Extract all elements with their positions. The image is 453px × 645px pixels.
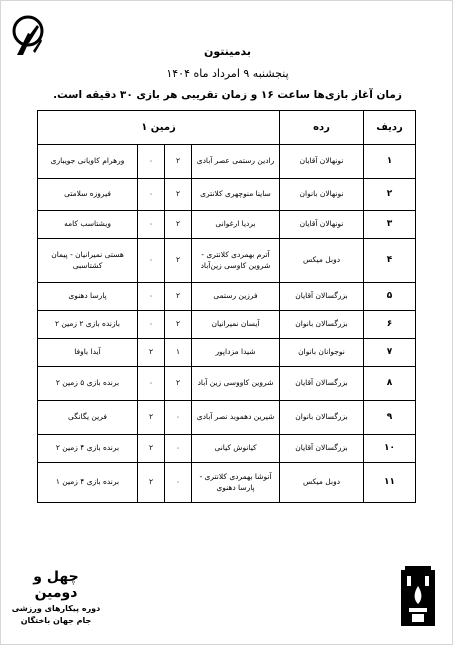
score-2-cell: ۰ bbox=[138, 283, 165, 311]
table-row bbox=[38, 283, 416, 311]
player-1-cell: آترم بهمردی کلانتری - شروین کاوسی زین‌آباد bbox=[192, 239, 280, 283]
footer-line-2: جام جهان باختگان bbox=[20, 616, 92, 625]
player-1-cell: ساینا منوچهری کلانتری bbox=[192, 179, 280, 211]
category-cell: بزرگسالان آقایان bbox=[280, 283, 364, 311]
table-row bbox=[38, 367, 416, 401]
category-cell: بزرگسالان بانوان bbox=[280, 311, 364, 339]
table-row bbox=[38, 463, 416, 503]
score-2-cell: ۰ bbox=[138, 179, 165, 211]
category-cell: بزرگسالان بانوان bbox=[280, 401, 364, 435]
score-2-cell: ۲ bbox=[138, 339, 165, 367]
player-1-cell: کیانوش کیانی bbox=[192, 435, 280, 463]
header-row-number: ردیف bbox=[364, 111, 416, 145]
player-2-cell: پارسا دهنوی bbox=[38, 283, 138, 311]
page-title: بدمینتون bbox=[203, 45, 252, 58]
player-1-cell: آیسان نمیرانیان bbox=[192, 311, 280, 339]
category-cell: بزرگسالان آقایان bbox=[280, 435, 364, 463]
score-1-cell: ۰ bbox=[165, 435, 192, 463]
schedule-note: زمان آغاز بازی‌ها ساعت ۱۶ و زمان تقریبی هر بازی ۳۰ دقیقه است. bbox=[53, 89, 402, 101]
row-number: ۴ bbox=[364, 239, 416, 283]
table-row bbox=[38, 435, 416, 463]
table-row bbox=[38, 179, 416, 211]
category-cell: دوبل میکس bbox=[280, 239, 364, 283]
score-2-cell: ۲ bbox=[138, 463, 165, 503]
row-number: ۲ bbox=[364, 179, 416, 211]
footer-brand: چهل و دومین bbox=[33, 569, 79, 601]
player-1-cell: فرزین رستمی bbox=[192, 283, 280, 311]
event-date: پنجشنبه ۹ امرداد ماه ۱۴۰۴ bbox=[166, 67, 289, 80]
row-number: ۵ bbox=[364, 283, 416, 311]
player-2-cell: برنده بازی ۴ زمین ۱ bbox=[38, 463, 138, 503]
row-number: ۱۰ bbox=[364, 435, 416, 463]
score-2-cell: ۰ bbox=[138, 311, 165, 339]
table-row bbox=[38, 401, 416, 435]
score-1-cell: ۲ bbox=[165, 283, 192, 311]
player-1-cell: آنوشا بهمردی کلانتری - پارسا دهنوی bbox=[192, 463, 280, 503]
row-number: ۷ bbox=[364, 339, 416, 367]
player-2-cell: بازنده بازی ۲ زمین ۲ bbox=[38, 311, 138, 339]
schedule-table bbox=[37, 110, 416, 503]
score-1-cell: ۲ bbox=[165, 367, 192, 401]
fire-temple-logo bbox=[399, 564, 437, 628]
score-1-cell: ۰ bbox=[165, 401, 192, 435]
score-1-cell: ۲ bbox=[165, 145, 192, 179]
player-2-cell: فیروزه سلامتی bbox=[38, 179, 138, 211]
player-2-cell: برنده بازی ۴ زمین ۲ bbox=[38, 435, 138, 463]
table-row bbox=[38, 339, 416, 367]
category-cell: نونهالان آقایان bbox=[280, 211, 364, 239]
table-row bbox=[38, 239, 416, 283]
player-1-cell: بردیا ارغوانی bbox=[192, 211, 280, 239]
score-1-cell: ۲ bbox=[165, 211, 192, 239]
table-row bbox=[38, 211, 416, 239]
score-1-cell: ۲ bbox=[165, 179, 192, 211]
row-number: ۱ bbox=[364, 145, 416, 179]
player-2-cell: آیدا باوفا bbox=[38, 339, 138, 367]
score-2-cell: ۲ bbox=[138, 401, 165, 435]
score-2-cell: ۰ bbox=[138, 145, 165, 179]
category-cell: دوبل میکس bbox=[280, 463, 364, 503]
category-cell: بزرگسالان آقایان bbox=[280, 367, 364, 401]
score-1-cell: ۰ bbox=[165, 463, 192, 503]
footer-text bbox=[11, 569, 101, 625]
table-row bbox=[38, 311, 416, 339]
player-2-cell: ورهرام کاویانی جویباری bbox=[38, 145, 138, 179]
player-1-cell: شیدا مزداپور bbox=[192, 339, 280, 367]
footer-line-1: دوره پیکارهای ورزشی bbox=[11, 604, 101, 613]
player-2-cell: فرین یگانگی bbox=[38, 401, 138, 435]
row-number: ۶ bbox=[364, 311, 416, 339]
table-row bbox=[38, 145, 416, 179]
header-court: زمین ۱ bbox=[38, 111, 280, 145]
score-2-cell: ۰ bbox=[138, 367, 165, 401]
score-2-cell: ۰ bbox=[138, 211, 165, 239]
player-1-cell: شروین کاووسی زین آباد bbox=[192, 367, 280, 401]
score-2-cell: ۰ bbox=[138, 239, 165, 283]
header-category: رده bbox=[280, 111, 364, 145]
row-number: ۹ bbox=[364, 401, 416, 435]
score-1-cell: ۲ bbox=[165, 311, 192, 339]
row-number: ۳ bbox=[364, 211, 416, 239]
table-header-row bbox=[38, 111, 416, 145]
row-number: ۸ bbox=[364, 367, 416, 401]
category-cell: نونهالان آقایان bbox=[280, 145, 364, 179]
category-cell: نونهالان بانوان bbox=[280, 179, 364, 211]
score-2-cell: ۲ bbox=[138, 435, 165, 463]
score-1-cell: ۲ bbox=[165, 239, 192, 283]
player-1-cell: رادین رستمی عصر آبادی bbox=[192, 145, 280, 179]
player-2-cell: هستی نمیرانیان - پیمان کشتاسبی bbox=[38, 239, 138, 283]
row-number: ۱۱ bbox=[364, 463, 416, 503]
player-1-cell: شیرین دهموبد نصر آبادی bbox=[192, 401, 280, 435]
category-cell: نوجوانان بانوان bbox=[280, 339, 364, 367]
player-2-cell: برنده بازی ۵ زمین ۲ bbox=[38, 367, 138, 401]
player-2-cell: ویشتاسب کامه bbox=[38, 211, 138, 239]
score-1-cell: ۱ bbox=[165, 339, 192, 367]
